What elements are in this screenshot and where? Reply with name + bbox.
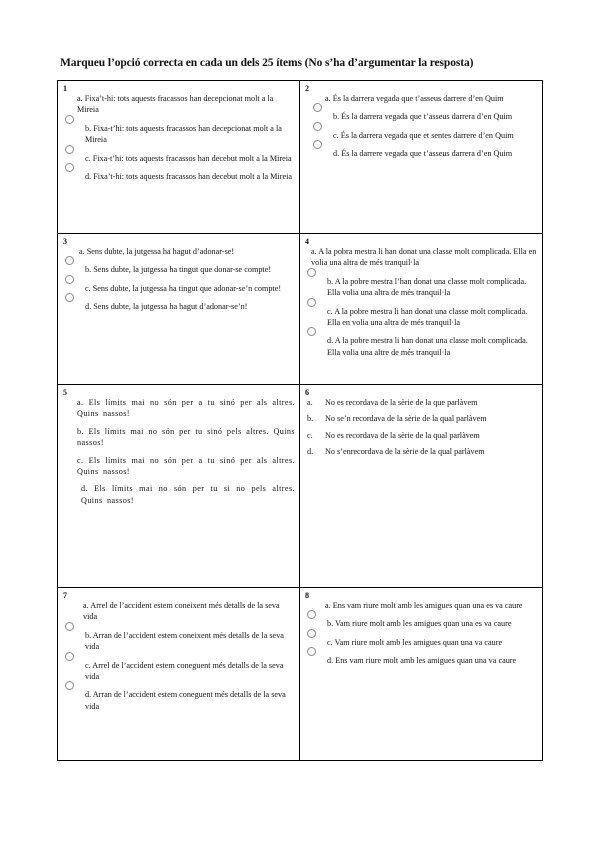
question-1 xyxy=(58,81,300,233)
radio-button[interactable] xyxy=(307,647,316,656)
option-text: d. A la pobre mestra li han donat una classe molt complicada. Ella volia una altre de més tranquil·la xyxy=(327,336,528,357)
option-4b[interactable] xyxy=(305,271,538,299)
question-number: 5 xyxy=(63,388,67,397)
option-text: d. Sens dubte, la jutgessa ha hagut d’adonar-se’n! xyxy=(85,302,248,312)
option-text: c. Sens dubte, la jutgessa ha tingut que adonar-se’n compte! xyxy=(85,283,282,293)
radio-button[interactable] xyxy=(307,268,316,277)
option-text: b. Fixa-t’hi: tots aquests fracassos han decepcionat molt a la Mireia xyxy=(85,123,282,145)
option-2b[interactable] xyxy=(305,106,538,122)
option-4d[interactable] xyxy=(305,330,538,358)
question-number: 6 xyxy=(305,388,309,397)
option-text: a. A la pobra mestra li han donat una classe molt complicada. Ella en volia una altra de més tranquil·la xyxy=(311,247,537,268)
option-letter: c. xyxy=(307,430,313,440)
radio-button[interactable] xyxy=(65,145,74,154)
option-letter: b. xyxy=(307,414,314,424)
option-1a xyxy=(63,93,295,116)
option-text: c. Vam riure molt amb les amigues quan una va caure xyxy=(327,637,503,647)
option-letter: d. xyxy=(307,447,314,457)
radio-button[interactable] xyxy=(313,103,322,112)
option-text: d. Arran de l’accident estem coneguent més detalls de la seva vida xyxy=(85,690,286,711)
option-text: No es recordava de la sèrie de la que parlàvem xyxy=(325,398,478,407)
option-6a[interactable] xyxy=(307,397,538,408)
table-row xyxy=(58,234,542,385)
radio-button[interactable] xyxy=(307,610,316,619)
option-text: No s’enrecordava de la sèrie de la qual parlàvem xyxy=(325,447,485,457)
option-text: a. Sens dubte, la jutgessa ha hagut d’adonar-se! xyxy=(79,247,235,256)
radio-button[interactable] xyxy=(307,298,316,307)
option-text: c. Els límits mai no són per a tu sinó per als altres. Quins nassos! xyxy=(77,455,295,477)
option-2c[interactable] xyxy=(305,125,538,141)
option-text: b. Vam riure molt amb les amigues quan una es va caure xyxy=(327,619,512,629)
radio-button[interactable] xyxy=(65,115,74,124)
option-text: a. Els límits mai no són per a tu sinó per als altres. Quins nassos! xyxy=(77,398,295,419)
radio-button[interactable] xyxy=(65,652,74,661)
option-text: d. Ens vam riure molt amb les amigues quan una va caure xyxy=(327,656,517,666)
option-6b[interactable] xyxy=(307,413,538,424)
option-5b[interactable] xyxy=(77,426,295,449)
option-text: No se’n recordava de la sèrie de la qual parlàvem xyxy=(325,414,487,424)
option-text: c. Fixa-t’hi: tots aquests fracassos han decebut molt a la Mireia xyxy=(85,153,292,163)
option-text: b. Sens dubte, la jutgessa ha tingut que donar-se compte! xyxy=(85,265,272,275)
option-1d[interactable] xyxy=(63,166,295,182)
option-text: a. Ens vam riure molt amb les amigues quan una es va caure xyxy=(325,601,523,610)
radio-button[interactable] xyxy=(307,327,316,336)
radio-button[interactable] xyxy=(307,629,316,638)
question-number: 2 xyxy=(305,84,309,93)
option-4a xyxy=(305,246,538,269)
question-number: 4 xyxy=(305,237,309,246)
radio-button[interactable] xyxy=(65,256,74,265)
option-2d[interactable] xyxy=(305,143,538,159)
question-number: 8 xyxy=(305,591,309,600)
page-title: Marqueu l’opció correcta en cada un dels 25 ítems (No s’ha d’argumentar la resposta) xyxy=(60,57,474,69)
option-8a xyxy=(305,600,538,611)
option-3d[interactable] xyxy=(63,296,295,312)
option-text: b. Els límits mai no són per tu sinó pels altres. Quins nassos! xyxy=(77,426,295,448)
option-letter: a. xyxy=(307,398,313,407)
question-2 xyxy=(300,81,542,233)
radio-button[interactable] xyxy=(65,275,74,284)
option-8d[interactable] xyxy=(305,650,538,666)
question-7 xyxy=(58,588,300,760)
radio-button[interactable] xyxy=(313,122,322,131)
question-3 xyxy=(58,234,300,384)
option-8c[interactable] xyxy=(305,632,538,648)
option-text: c. És la darrera vegada que et sentes darrere d’en Quim xyxy=(333,130,514,140)
option-text: a. És la darrera vegada que t’asseus darrere d’en Quim xyxy=(325,94,504,103)
radio-button[interactable] xyxy=(65,293,74,302)
table-row xyxy=(58,588,542,760)
option-7d[interactable] xyxy=(63,684,295,712)
option-2a xyxy=(305,93,538,104)
question-4 xyxy=(300,234,542,384)
table-row xyxy=(58,81,542,234)
radio-button[interactable] xyxy=(313,140,322,149)
question-6 xyxy=(300,385,542,587)
option-1c[interactable] xyxy=(63,148,295,164)
question-number: 7 xyxy=(63,591,67,600)
radio-button[interactable] xyxy=(65,163,74,172)
question-number: 1 xyxy=(63,84,67,93)
option-4c[interactable] xyxy=(305,301,538,329)
option-7a xyxy=(63,600,295,623)
radio-button[interactable] xyxy=(65,681,74,690)
option-text: c. Arrel de l’accident estem coneguent més detalls de la seva vida xyxy=(85,660,284,682)
option-text: a. Fixa’t-hi: tots aquests fracassos han decepcionat molt a la Mireia xyxy=(77,94,274,115)
option-text: b. Arran de l’accident estem coneixent més detalls de la seva vida xyxy=(85,630,284,652)
option-1b[interactable] xyxy=(63,118,295,146)
option-text: b. A la pobre mestra l’han donat una classe molt complicada. Ella volia una altra de més tranquil·la xyxy=(327,276,527,298)
option-text: No es recordava de la sèrie de la qual parlàvem xyxy=(325,430,480,440)
option-text: d. Els límits mai no són per tu si no pels altres. Quins nassos! xyxy=(81,484,295,505)
option-5c[interactable] xyxy=(77,455,295,478)
option-5a[interactable] xyxy=(77,397,295,420)
option-3c[interactable] xyxy=(63,278,295,294)
option-text: b. És la darrera vegada que t’asseus darrera d’en Quim xyxy=(333,112,513,122)
option-5d[interactable] xyxy=(77,483,295,506)
question-number: 3 xyxy=(63,237,67,246)
question-8 xyxy=(300,588,542,760)
option-text: c. A la pobre mestra li han donat una classe molt complicada. Ella en volia una altra de més tranquil·la xyxy=(327,306,528,328)
radio-button[interactable] xyxy=(65,622,74,631)
option-6d[interactable] xyxy=(307,446,538,457)
option-text: d. És la darrere vegada que t’asseus darrera d’en Quim xyxy=(333,149,513,159)
option-text: a. Arrel de l’accident estem coneixent més detalls de la seva vida xyxy=(83,601,280,622)
option-6c[interactable] xyxy=(307,430,538,441)
option-7b[interactable] xyxy=(63,625,295,653)
option-3a xyxy=(63,246,295,257)
option-text: d. Fixa’t-hi: tots aquests fracassos han decebut molt a la Mireia xyxy=(85,172,292,182)
table-row xyxy=(58,385,542,588)
questions-table xyxy=(57,80,543,761)
option-3b[interactable] xyxy=(63,259,295,275)
option-7c[interactable] xyxy=(63,655,295,683)
option-8b[interactable] xyxy=(305,613,538,629)
question-5 xyxy=(58,385,300,587)
